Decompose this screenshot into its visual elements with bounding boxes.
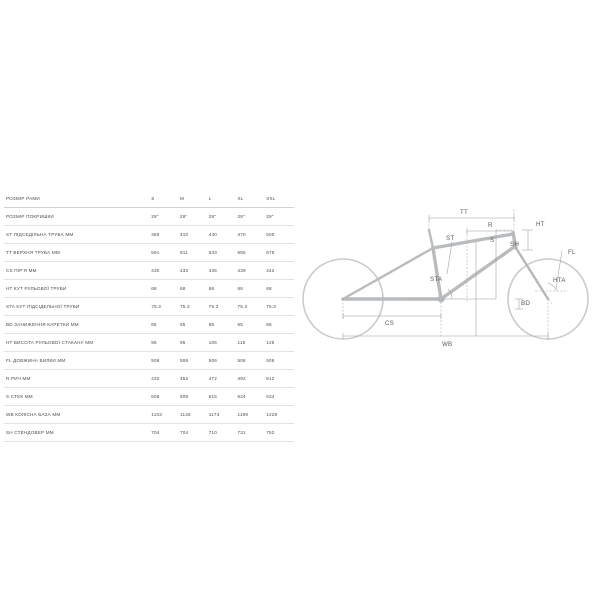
- label-wb: WB: [442, 341, 453, 348]
- top-tube: [433, 234, 513, 248]
- row-value: 68: [179, 280, 208, 298]
- row-value: 430: [150, 262, 179, 280]
- table-row: [4, 352, 294, 370]
- label-s: S: [490, 237, 495, 244]
- label-bd: BD: [521, 300, 530, 307]
- row-value: 615: [208, 388, 237, 406]
- row-label: SH СТЕНДОВЕР ММ: [4, 424, 150, 442]
- label-sh: SH: [510, 241, 519, 248]
- row-value: 433: [179, 262, 208, 280]
- row-label: STA КУТ ПІДСІДЕЛЬНОЇ ТРУБИ: [4, 298, 150, 316]
- row-value: 472: [208, 370, 237, 388]
- geometry-spec-table: [4, 190, 294, 442]
- row-value: 65: [208, 316, 237, 334]
- table-body: [4, 208, 294, 442]
- row-value: 752: [265, 424, 294, 442]
- row-label: HT КУТ РУЛЬОВОЇ ТРУБИ: [4, 280, 150, 298]
- row-value: 452: [179, 370, 208, 388]
- row-value: 65: [265, 316, 294, 334]
- row-value: 1228: [265, 406, 294, 424]
- row-value: 634: [265, 388, 294, 406]
- row-value: 506: [208, 352, 237, 370]
- row-value: 655: [237, 244, 266, 262]
- row-value: 1199: [237, 406, 266, 424]
- table-head: [4, 190, 294, 208]
- dimension-labels: [385, 209, 576, 348]
- row-value: 440: [208, 226, 237, 244]
- seatpost: [429, 230, 433, 248]
- row-value: 608: [150, 388, 179, 406]
- row-value: 442: [265, 262, 294, 280]
- row-value: 125: [265, 334, 294, 352]
- row-label: РОЗМІР ПОКРИШКИ: [4, 208, 150, 226]
- hta-angle-arc: [548, 283, 557, 291]
- row-label: R РИЧ ММ: [4, 370, 150, 388]
- row-value: 95: [150, 334, 179, 352]
- seat-tube: [433, 248, 441, 299]
- row-value: 633: [208, 244, 237, 262]
- label-tt: TT: [460, 209, 468, 216]
- table-row: [4, 208, 294, 226]
- label-st: ST: [446, 235, 455, 242]
- row-value: 1103: [150, 406, 179, 424]
- row-value: 105: [208, 334, 237, 352]
- label-r: R: [488, 222, 493, 229]
- row-value: 65: [179, 316, 208, 334]
- column-header-size-xxl: XXL: [265, 190, 294, 208]
- row-value: 75.3: [208, 298, 237, 316]
- row-label: CS ПІР'Я ММ: [4, 262, 150, 280]
- row-value: 731: [237, 424, 266, 442]
- row-value: 704: [179, 424, 208, 442]
- row-value: 1173: [208, 406, 237, 424]
- row-value: 68: [237, 280, 266, 298]
- label-ht: HT: [536, 221, 545, 228]
- table-row: [4, 370, 294, 388]
- row-value: 624: [237, 388, 266, 406]
- row-label: ST ПІДСЕДІЛЬНА ТРУБА ММ: [4, 226, 150, 244]
- row-value: 506: [179, 352, 208, 370]
- table-row: [4, 280, 294, 298]
- row-value: 512: [265, 370, 294, 388]
- table-row: [4, 388, 294, 406]
- table-row: [4, 226, 294, 244]
- row-value: 591: [150, 244, 179, 262]
- row-value: 435: [208, 262, 237, 280]
- row-value: 410: [179, 226, 208, 244]
- row-label: WB КОЛІСНА БАЗА ММ: [4, 406, 150, 424]
- row-value: 65: [237, 316, 266, 334]
- row-value: 506: [265, 352, 294, 370]
- row-value: 65: [150, 316, 179, 334]
- row-value: 1146: [179, 406, 208, 424]
- label-cs: CS: [385, 320, 394, 327]
- row-value: 380: [150, 226, 179, 244]
- row-label: TT ВЕРХНЯ ТРУБА ММ: [4, 244, 150, 262]
- row-value: 710: [208, 424, 237, 442]
- row-value: 432: [150, 370, 179, 388]
- row-value: 439: [237, 262, 266, 280]
- row-value: 29": [237, 208, 266, 226]
- table-header-row: [4, 190, 294, 208]
- table-row: [4, 424, 294, 442]
- column-header-size-m: M: [179, 190, 208, 208]
- row-value: 115: [237, 334, 266, 352]
- label-fl: FL: [568, 249, 576, 256]
- table-row: [4, 334, 294, 352]
- label-sta: STA: [430, 276, 443, 283]
- table-row: [4, 316, 294, 334]
- row-label: HT ВИСОТА РУЛЬОВОЇ СТАКАНУ ММ: [4, 334, 150, 352]
- row-value: 95: [179, 334, 208, 352]
- row-value: 75.3: [265, 298, 294, 316]
- bike-geometry-diagram: [300, 186, 596, 362]
- row-value: 500: [265, 226, 294, 244]
- row-value: 68: [265, 280, 294, 298]
- row-value: 75.3: [237, 298, 266, 316]
- row-label: FL ДОВЖИНА ВИЛКИ ММ: [4, 352, 150, 370]
- row-label: S СТЕК ММ: [4, 388, 150, 406]
- row-value: 68: [208, 280, 237, 298]
- down-tube: [441, 247, 514, 299]
- label-hta: HTA: [553, 277, 566, 284]
- row-value: 675: [265, 244, 294, 262]
- row-value: 68: [150, 280, 179, 298]
- column-header-size-xl: XL: [237, 190, 266, 208]
- row-value: 506: [150, 352, 179, 370]
- row-value: 75.3: [179, 298, 208, 316]
- row-value: 506: [237, 352, 266, 370]
- table-row: [4, 262, 294, 280]
- row-value: 29": [265, 208, 294, 226]
- seatstay-tube: [343, 248, 433, 299]
- table-row: [4, 406, 294, 424]
- row-value: 611: [179, 244, 208, 262]
- table-row: [4, 244, 294, 262]
- row-value: 75.3: [150, 298, 179, 316]
- row-value: 470: [237, 226, 266, 244]
- row-value: 29": [150, 208, 179, 226]
- row-label: BD ЗАНИЖЕННЯ КАРЕТКИ ММ: [4, 316, 150, 334]
- table-row: [4, 298, 294, 316]
- row-value: 29": [179, 208, 208, 226]
- row-value: 704: [150, 424, 179, 442]
- row-value: 492: [237, 370, 266, 388]
- row-value: 608: [179, 388, 208, 406]
- column-header-size-s: S: [150, 190, 179, 208]
- column-header-size-l: L: [208, 190, 237, 208]
- column-header-frame-size: РОЗМІР РАМИ: [4, 190, 150, 208]
- row-value: 29": [208, 208, 237, 226]
